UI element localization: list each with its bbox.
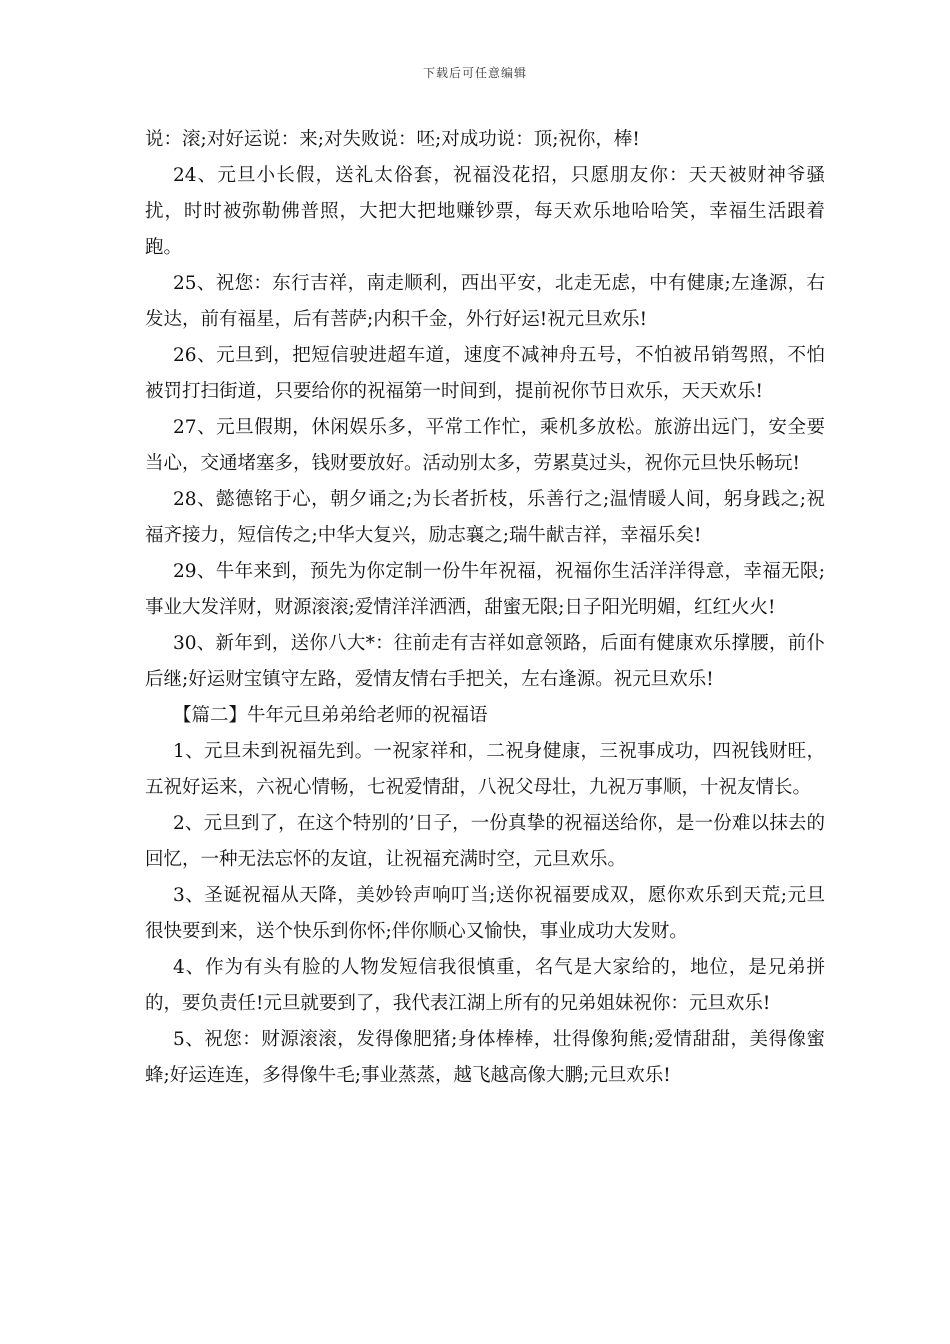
paragraph: 4、作为有头有脸的人物发短信我很慎重，名气是大家给的，地位，是兄弟拼的，要负责任!元旦就要到了，我代表江湖上所有的兄弟姐妹祝你：元旦欢乐! [145, 957, 825, 1014]
paragraph: 3、圣诞祝福从天降，美妙铃声响叮当;送你祝福要成双，愿你欢乐到天荒;元旦很快要到来，送个快乐到你怀;伴你顺心又愉快，事业成功大发财。 [145, 885, 825, 942]
paragraph: 25、祝您：东行吉祥，南走顺利，西出平安，北走无虑，中有健康;左逢源，右发达，前有福星，后有菩萨;内积千金，外行好运!祝元旦欢乐! [145, 273, 825, 330]
document-body [145, 122, 825, 1094]
paragraph: 26、元旦到，把短信驶进超车道，速度不减神舟五号，不怕被吊销驾照，不怕被罚打扫街道，只要给你的祝福第一时间到，提前祝你节日欢乐，天天欢乐! [145, 345, 825, 402]
page-header: 下载后可任意编辑 [422, 66, 527, 80]
paragraph: 29、牛年来到，预先为你定制一份牛年祝福，祝福你生活洋洋得意，幸福无限;事业大发洋财，财源滚滚;爱情洋洋洒洒，甜蜜无限;日子阳光明媚，红红火火! [145, 561, 825, 618]
paragraph: 1、元旦未到祝福先到。一祝家祥和，二祝身健康，三祝事成功，四祝钱财旺，五祝好运来，六祝心情畅，七祝爱情甜，八祝父母壮，九祝万事顺，十祝友情长。 [145, 741, 825, 798]
paragraph: 27、元旦假期，休闲娱乐多，平常工作忙，乘机多放松。旅游出远门，安全要当心，交通堵塞多，钱财要放好。活动别太多，劳累莫过头，祝你元旦快乐畅玩! [145, 417, 825, 474]
paragraph: 说：滚;对好运说：来;对失败说：呸;对成功说：顶;祝你，棒! [145, 129, 640, 150]
paragraph: 5、祝您：财源滚滚，发得像肥猪;身体棒棒，壮得像狗熊;爱情甜甜，美得像蜜蜂;好运连连，多得像牛毛;事业蒸蒸，越飞越高像大鹏;元旦欢乐! [145, 1029, 825, 1086]
paragraph: 24、元旦小长假，送礼太俗套，祝福没花招，只愿朋友你：天天被财神爷骚扰，时时被弥勒佛普照，大把大把地赚钞票，每天欢乐地哈哈笑，幸福生活跟着跑。 [145, 165, 825, 258]
paragraph: 2、元旦到了，在这个特别的’日子，一份真挚的祝福送给你，是一份难以抹去的回忆，一种无法忘怀的友谊，让祝福充满时空，元旦欢乐。 [145, 813, 825, 870]
paragraph: 30、新年到，送你八大*：往前走有吉祥如意领路，后面有健康欢乐撑腰，前仆后继;好运财宝镇守左路，爱情友情右手把关，左右逢源。祝元旦欢乐! [145, 633, 825, 690]
paragraph: 28、懿德铭于心，朝夕诵之;为长者折枝，乐善行之;温情暖人间，躬身践之;祝福齐接力，短信传之;中华大复兴，励志襄之;瑞牛献吉祥，幸福乐矣! [145, 489, 825, 546]
section-heading: 【篇二】牛年元旦弟弟给老师的祝福语 [173, 705, 488, 726]
